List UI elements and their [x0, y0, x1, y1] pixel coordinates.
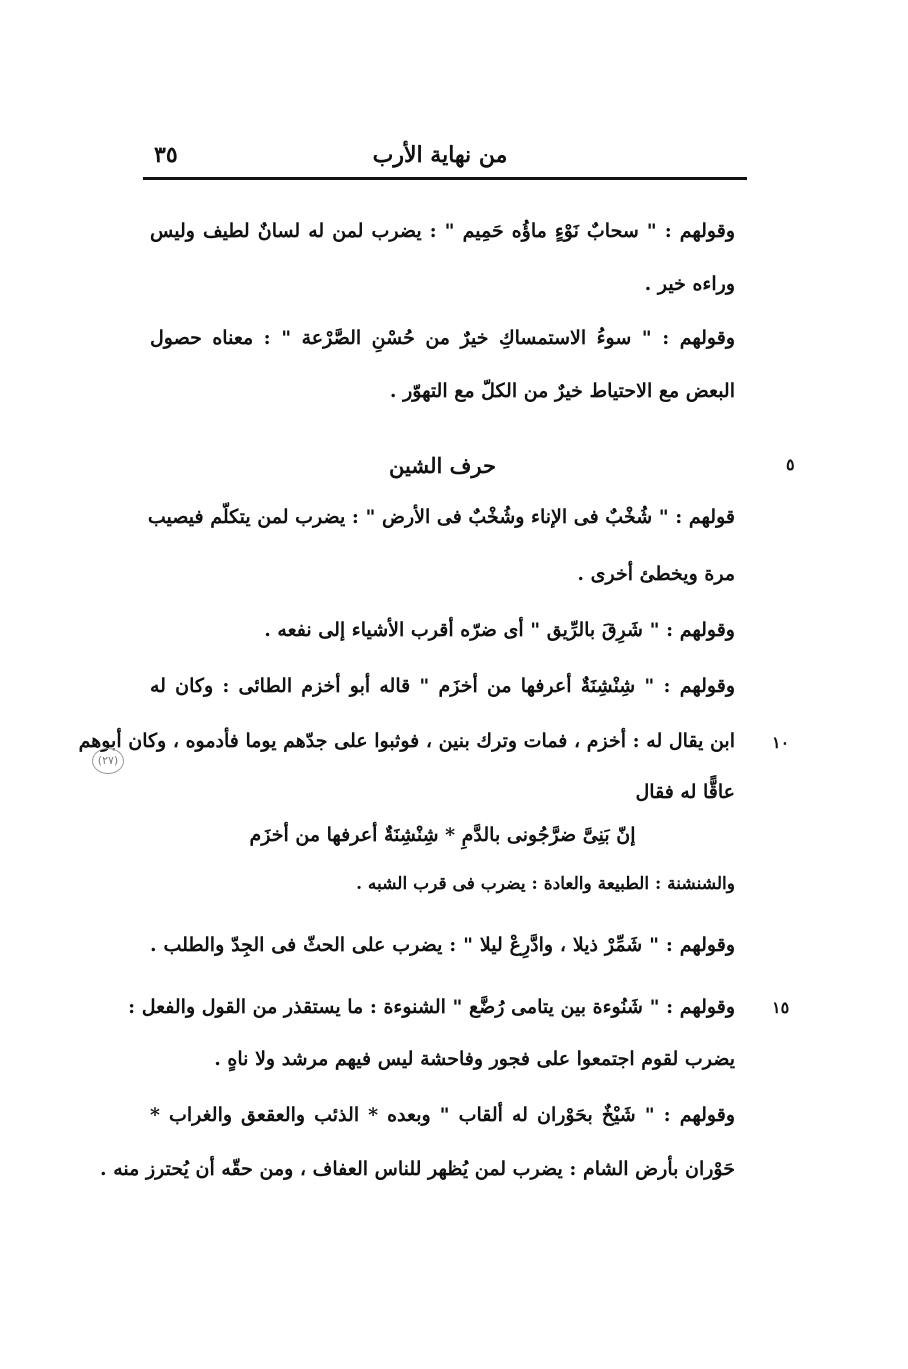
text-line: قولهم : " شُخْبٌ فى الإناء وشُخْبٌ فى الأرض " : يضرب لمن يتكلّم فيصيب — [147, 506, 735, 528]
text-line: يضرب لقوم اجتمعوا على فجور وفاحشة ليس فيهم مرشد ولا ناهٍ . — [214, 1048, 735, 1070]
text-line: وقولهم : " سحابٌ نَوْءٍ ماؤُه حَمِيم " : يضرب لمن له لسانٌ لطيف وليس — [150, 220, 735, 242]
text-line: وقولهم : " شَنُوءة بين يتامى رُضَّع " الشنوءة : ما يستقذر من القول والفعل : — [128, 996, 735, 1018]
text-line: والشنشنة : الطبيعة والعادة : يضرب فى قرب الشبه . — [356, 874, 735, 894]
library-stamp: (٢٧) — [92, 748, 124, 774]
text-line: البعض مع الاحتياط خيرٌ من الكلّ مع التهوّر . — [389, 380, 735, 402]
text-line: عاقًّا له فقال — [635, 781, 735, 803]
text-line: حَوْران بأرض الشام : يضرب لمن يُظهر للناس العفاف ، ومن حقّه أن يُحترز منه . — [100, 1158, 735, 1180]
header-rule — [143, 177, 747, 180]
text-line: وقولهم : " شَرِقَ بالرِّيق " أى ضرّه أقرب الأشياء إلى نفعه . — [264, 619, 735, 641]
text-line: ابن يقال له : أخزم ، فمات وترك بنين ، فوثبوا على جدّهم يوما فأدموه ، وكان أبوهم — [78, 730, 735, 752]
line-number-10: ١٠ — [772, 733, 790, 752]
page-number: ٣٥ — [154, 142, 178, 168]
text-line: وقولهم : " سوءُ الاستمساكِ خيرٌ من حُسْنِ الصَّرْعة " : معناه حصول — [150, 327, 735, 349]
text-line: وقولهم : " شِنْشِنَةٌ أعرفها من أخزَم " قاله أبو أخزم الطائى : وكان له — [150, 675, 735, 697]
text-line: مرة ويخطئ أخرى . — [577, 563, 735, 585]
line-number-5: ٥ — [786, 455, 795, 474]
verse-line: إنّ بَنِىَّ ضرَّجُونى بالدَّمِ * شِنْشِنَةٌ أعرفها من أخزَم — [249, 824, 636, 846]
line-number-15: ١٥ — [772, 998, 790, 1017]
text-line: وقولهم : " شَيْخٌ بحَوْران له ألقاب " وبعده * الذئب والعقعق والغراب * — [150, 1104, 735, 1126]
running-title: من نهاية الأرب — [372, 142, 508, 168]
page-header — [148, 136, 732, 174]
section-heading: حرف الشين — [389, 453, 496, 478]
text-line: وقولهم : " شَمِّرْ ذيلا ، وادَّرِعْ ليلا " : يضرب على الحثّ فى الجِدّ والطلب . — [150, 934, 735, 956]
text-line: وراءه خير . — [644, 273, 735, 295]
